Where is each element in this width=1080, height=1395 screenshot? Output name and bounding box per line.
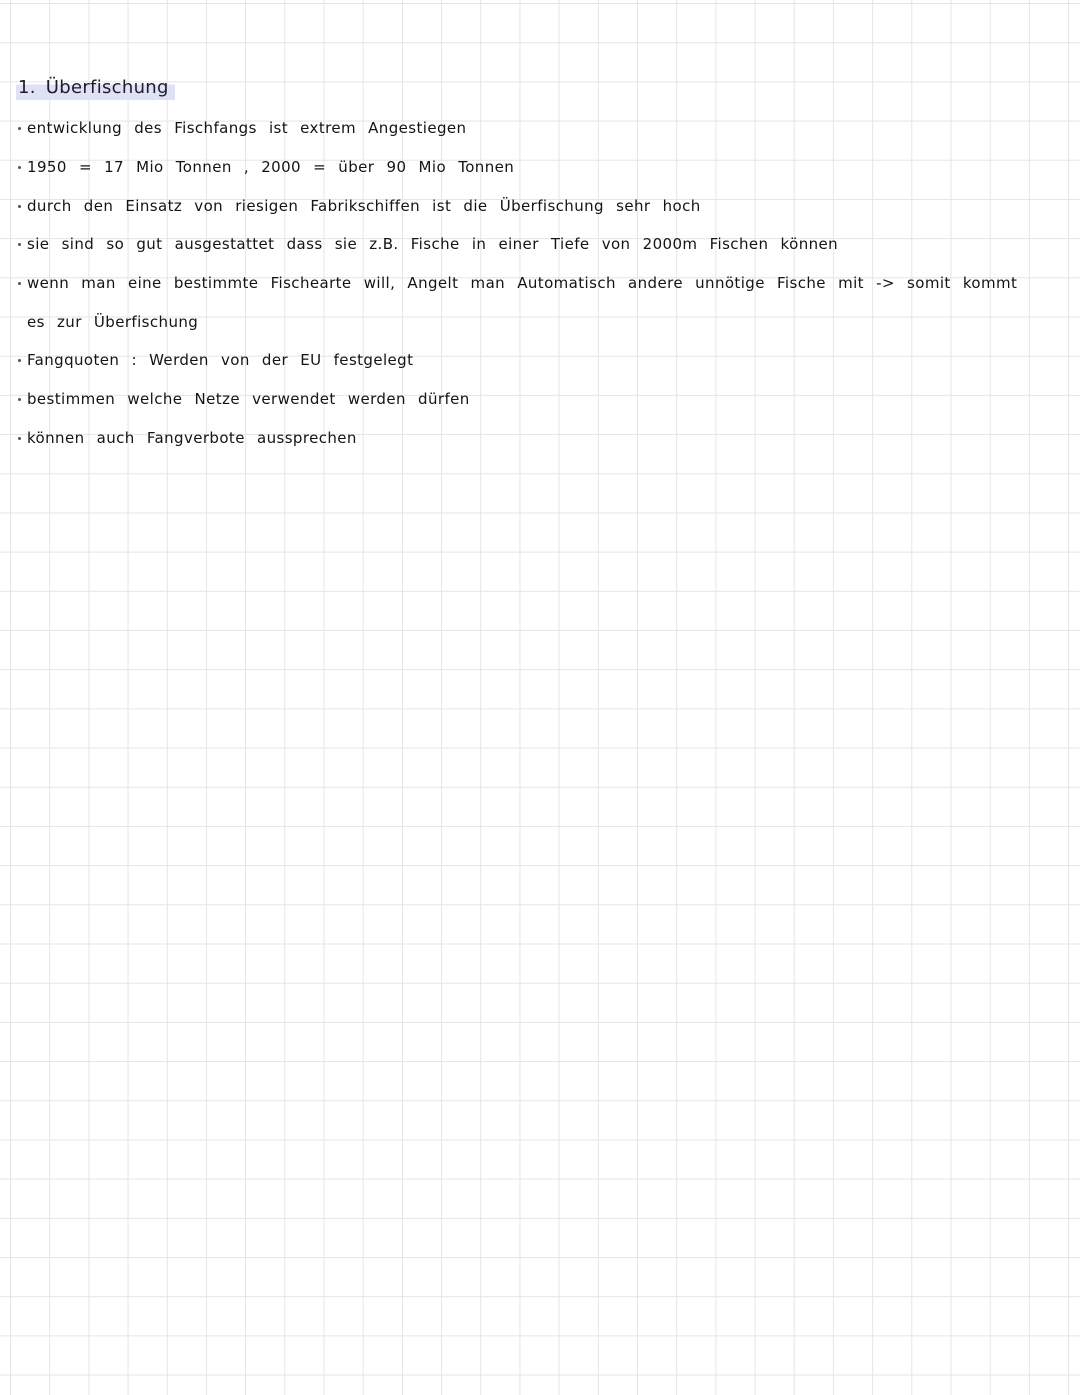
note-text: können auch Fangverbote aussprechen bbox=[27, 429, 357, 447]
note-line bbox=[18, 196, 701, 216]
note-text: bestimmen welche Netze verwendet werden dürfen bbox=[27, 390, 470, 408]
bullet-dot bbox=[18, 282, 21, 285]
bullet-dot bbox=[18, 359, 21, 362]
note-line bbox=[18, 350, 413, 370]
bullet-dot bbox=[18, 398, 21, 401]
bullet-dot bbox=[18, 437, 21, 440]
page-title bbox=[16, 76, 175, 100]
bullet-dot bbox=[18, 166, 21, 169]
bullet-dot bbox=[18, 243, 21, 246]
bullet-dot bbox=[18, 205, 21, 208]
note-line bbox=[18, 234, 838, 254]
note-text: es zur Überfischung bbox=[27, 313, 199, 331]
note-line-continuation bbox=[27, 312, 198, 332]
heading-number: 1. bbox=[18, 77, 36, 98]
note-text: durch den Einsatz von riesigen Fabrikschiffen ist die Überfischung sehr hoch bbox=[27, 197, 701, 215]
note-line bbox=[18, 428, 357, 448]
note-text: sie sind so gut ausgestattet dass sie z.B. Fische in einer Tiefe von 2000m Fischen können bbox=[27, 235, 839, 253]
heading-text: Überfischung bbox=[45, 77, 169, 98]
note-line bbox=[18, 118, 466, 138]
note-text: 1950 = 17 Mio Tonnen , 2000 = über 90 Mio Tonnen bbox=[27, 158, 515, 176]
note-text: wenn man eine bestimmte Fischearte will, Angelt man Automatisch andere unnötige Fische mit -> somit kommt bbox=[27, 274, 1018, 292]
note-line bbox=[18, 157, 514, 177]
bullet-dot bbox=[18, 127, 21, 130]
note-line bbox=[18, 273, 1017, 293]
note-text: Fangquoten : Werden von der EU festgelegt bbox=[27, 351, 414, 369]
note-line bbox=[18, 389, 470, 409]
note-text: entwicklung des Fischfangs ist extrem Angestiegen bbox=[27, 119, 467, 137]
